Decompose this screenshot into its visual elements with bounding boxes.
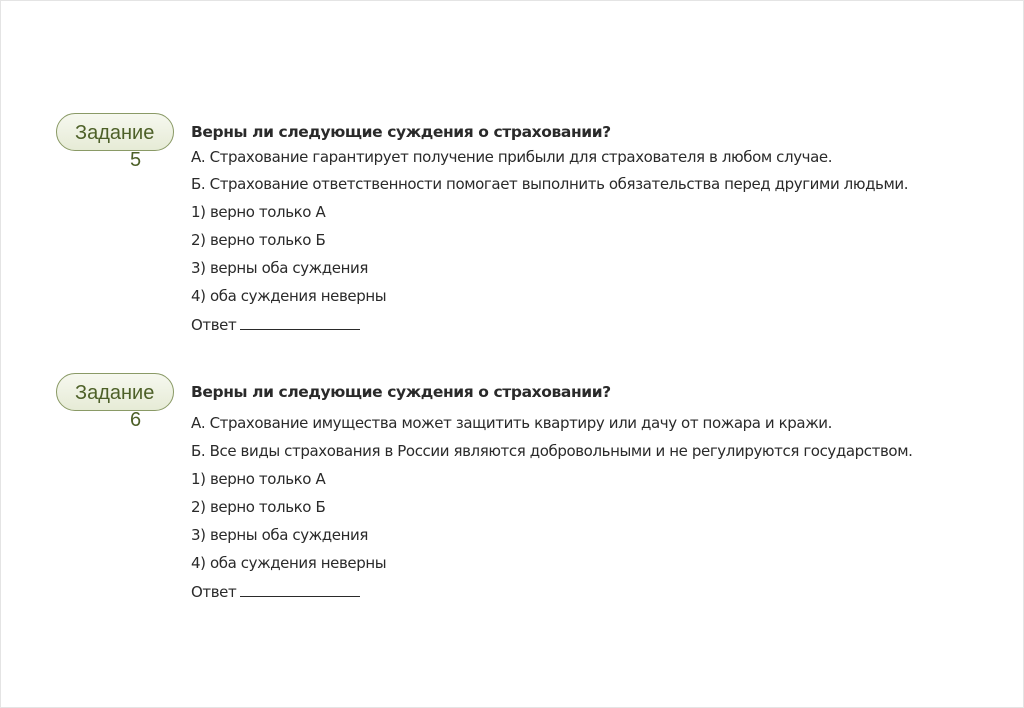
answer-label: Ответ (191, 583, 237, 601)
task-content (191, 119, 991, 340)
task-badge (56, 373, 174, 431)
option-4: 4) оба суждения неверны (191, 287, 387, 305)
statement-b: Б. Страхование ответственности помогает выполнить обязательства перед другими людьми. (191, 175, 909, 193)
option-4: 4) оба суждения неверны (191, 554, 387, 572)
option-2: 2) верно только Б (191, 231, 326, 249)
option-3: 3) верны оба суждения (191, 259, 368, 277)
question-title: Верны ли следующие суждения о страховании? (191, 383, 611, 401)
task-badge (56, 113, 174, 171)
badge-number: 6 (130, 409, 142, 431)
option-1: 1) верно только А (191, 470, 326, 488)
answer-label: Ответ (191, 316, 237, 334)
option-2: 2) верно только Б (191, 498, 326, 516)
answer-line (191, 579, 991, 607)
statement-a: А. Страхование гарантирует получение прибыли для страхователя в любом случае. (191, 148, 833, 166)
statement-a: А. Страхование имущества может защитить квартиру или дачу от пожара и кражи. (191, 414, 833, 432)
question-title: Верны ли следующие суждения о страховании? (191, 123, 611, 141)
badge-number: 5 (130, 149, 142, 171)
option-3: 3) верны оба суждения (191, 526, 368, 544)
option-1: 1) верно только А (191, 203, 326, 221)
statement-b: Б. Все виды страхования в России являются добровольными и не регулируются государством. (191, 442, 913, 460)
answer-blank (240, 312, 360, 330)
badge-label: Задание (75, 122, 155, 144)
badge-label: Задание (75, 382, 155, 404)
answer-blank (240, 579, 360, 597)
answer-line (191, 312, 991, 340)
task-content (191, 379, 991, 607)
